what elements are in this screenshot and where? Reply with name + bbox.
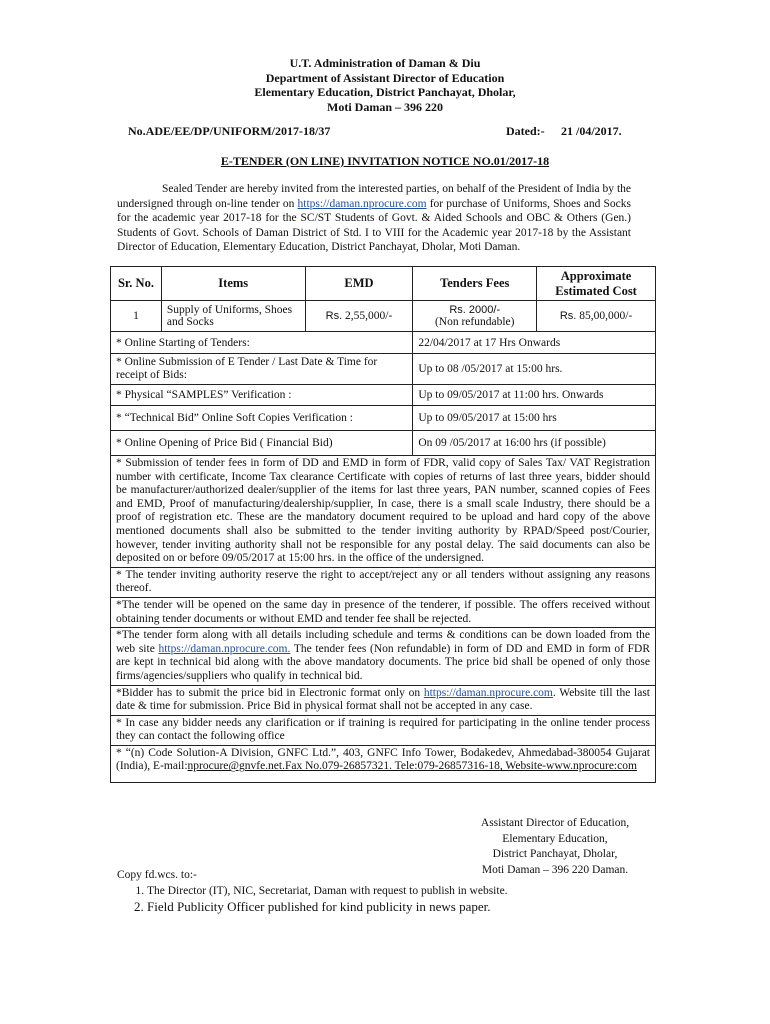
note-download-link[interactable]: https://daman.nprocure.com. <box>158 642 291 655</box>
note-row <box>111 628 656 685</box>
note-row <box>111 597 656 627</box>
reference-number: No.ADE/EE/DP/UNIFORM/2017-18/37 <box>128 124 331 138</box>
emd-prefix: Rs. <box>325 310 343 322</box>
schedule-label: * “Technical Bid” Online Soft Copies Verification : <box>111 406 413 431</box>
schedule-label: * Online Opening of Price Bid ( Financial Bid) <box>111 431 413 456</box>
cost-value: 85,00,000/- <box>576 310 633 322</box>
schedule-value: Up to 09/05/2017 at 15:00 hrs <box>413 406 656 431</box>
header-line-1: U.T. Administration of Daman & Diu <box>289 56 481 70</box>
note-price-bid-text-2: . Website till the last date & time for submission. Price Bid in physical format shall not be accepted in any case. <box>116 686 650 713</box>
schedule-value: Up to 08 /05/2017 at 15:00 hrs. <box>413 354 656 385</box>
schedule-value: On 09 /05/2017 at 16:00 hrs (if possible) <box>413 431 656 456</box>
signature-line-3: District Panchayat, Dholar, <box>492 848 618 860</box>
copy-to-section <box>117 868 508 915</box>
schedule-row <box>111 354 656 385</box>
note-contact-details: nprocure@gnvfe.net.Fax No.079-26857321. Tele:079-26857316-18, Website-www.nprocure:com <box>187 760 637 773</box>
signature-line-1: Assistant Director of Education, <box>480 817 630 829</box>
emd-value: 2,55,000/- <box>342 310 393 322</box>
row-emd <box>305 301 413 332</box>
copy-list <box>117 884 508 915</box>
schedule-row <box>111 332 656 354</box>
copy-item: 2. Field Publicity Officer published for kind publicity in news paper. <box>147 899 508 915</box>
header-emd: EMD <box>305 267 413 301</box>
header-items: Items <box>161 267 305 301</box>
notice-title: E-TENDER (ON LINE) INVITATION NOTICE NO.01/2017-18 <box>220 154 550 168</box>
row-cost <box>537 301 656 332</box>
note-row <box>111 456 656 568</box>
note-right-reserved: * The tender inviting authority reserve the right to accept/reject any or all tenders without assigning any reasons thereof. <box>111 567 656 597</box>
header-tender-fees: Tenders Fees <box>413 267 537 301</box>
fees-amount: Rs. 2000/- <box>449 304 501 316</box>
schedule-label: * Online Starting of Tenders: <box>111 332 413 354</box>
note-download-text-2: The tender fees (Non refundable) in form of DD and EMD in form of FDR are kept in technical bid along with the above mandatory documents. The price bid shall be opened of only those firms/agencies/suppliers who qualify in technical bid. <box>116 642 650 682</box>
cost-prefix: Rs. <box>559 310 577 322</box>
schedule-row <box>111 431 656 456</box>
note-documents: * Submission of tender fees in form of DD and EMD in form of FDR, valid copy of Sales Tax/ VAT Registration number with certificate, Income Tax clearance Certificate with copies of returns of last three years, bidder should be manufacturer/authorized dealer/supplier of the items for last three years, PAN number, scanned copies of Fees and EMD, Proof of manufacturing/dealership/supplier, In case, there is a small scale Industry, there should be a proof of registration etc. These are the mandatory document required to be upload and hard copy of the above mentioned documents shall also be submitted to the tender inviting authority by RPAD/Speed post/Courier, however, tender inviting authority shall not be responsible for any postal delay. The said documents can also be deposited on or before 09/05/2017 at 15:00 hrs. in the office of the undersigned. <box>111 456 656 568</box>
note-row <box>111 685 656 715</box>
header-line-2: Department of Assistant Director of Education <box>265 70 505 85</box>
fees-note: (Non refundable) <box>434 316 515 328</box>
note-row <box>111 567 656 597</box>
signature-line-2: Elementary Education, <box>502 832 608 845</box>
copy-item: 1. The Director (IT), NIC, Secretariat, Daman with request to publish in website. <box>147 884 508 900</box>
note-row <box>111 715 656 745</box>
row-items: Supply of Uniforms, Shoes and Socks <box>161 301 305 332</box>
schedule-value: Up to 09/05/2017 at 11:00 hrs. Onwards <box>413 385 656 406</box>
intro-text-2: for purchase of Uniforms, Shoes and Socks for the academic year 2017-18 for the SC/ST Students of Govt. & Aided Schools and OBC & Others (Gen.) Students of Govt. Schools of Daman District of Std. I to VIII for the Academic year 2017-18 by the Assistant Director of Education, Elementary Education, District Panchayat, Dholar, Moti Daman. <box>117 197 631 253</box>
dated-value: 21 /04/2017. <box>561 124 622 138</box>
schedule-row <box>111 406 656 431</box>
schedule-label: * Physical “SAMPLES” Verification : <box>111 385 413 406</box>
signature-line-4: Moti Daman – 396 220 Daman. <box>481 863 629 876</box>
table-header-row <box>111 267 656 301</box>
schedule-value: 22/04/2017 at 17 Hrs Onwards <box>413 332 656 354</box>
letterhead <box>0 56 770 114</box>
note-row <box>111 745 656 782</box>
intro-text-1: Sealed Tender are hereby invited from the interested parties, on behalf of the President of India by the undersigned through on-line tender on <box>117 183 631 210</box>
schedule-row <box>111 385 656 406</box>
note-opening: *The tender will be opened on the same day in presence of the tenderer, if possible. The offers received without obtaining tender documents or without EMD and tender fee shall be rejected. <box>111 597 656 627</box>
tender-table <box>110 266 656 783</box>
note-download-text-1: *The tender form along with all details including schedule and terms & conditions can be down loaded from the web site <box>116 629 650 655</box>
copy-heading: Copy fd.wcs. to:- <box>117 869 197 881</box>
note-download <box>111 628 656 685</box>
header-sr-no: Sr. No. <box>111 267 162 301</box>
header-estimated-cost: Approximate Estimated Cost <box>537 267 656 301</box>
row-sr: 1 <box>111 301 162 332</box>
header-line-3: Elementary Education, District Panchayat, Dholar, <box>254 85 516 99</box>
note-clarification: * In case any bidder needs any clarification or if training is required for participating in the online tender process they can contact the following office <box>111 715 656 745</box>
note-price-bid <box>111 685 656 715</box>
schedule-label: * Online Submission of E Tender / Last Date & Time for receipt of Bids: <box>111 354 413 385</box>
reference-line <box>128 124 648 139</box>
intro-link[interactable]: https://daman.nprocure.com <box>297 197 427 210</box>
table-row <box>111 301 656 332</box>
note-contact <box>111 745 656 782</box>
row-fees <box>413 301 537 332</box>
intro-paragraph <box>117 182 631 255</box>
note-price-bid-text-1: *Bidder has to submit the price bid in Electronic format only on <box>116 686 424 699</box>
dated-label: Dated:- <box>506 124 545 138</box>
header-line-4: Moti Daman – 396 220 <box>327 99 443 114</box>
note-contact-text: * “(n) Code Solution-A Division, GNFC Ltd.”, 403, GNFC Info Tower, Bodakedev, Ahmedabad-380054 Gujarat (India), E-mail: <box>116 746 650 773</box>
note-price-bid-link[interactable]: https://daman.nprocure.com <box>423 686 553 699</box>
